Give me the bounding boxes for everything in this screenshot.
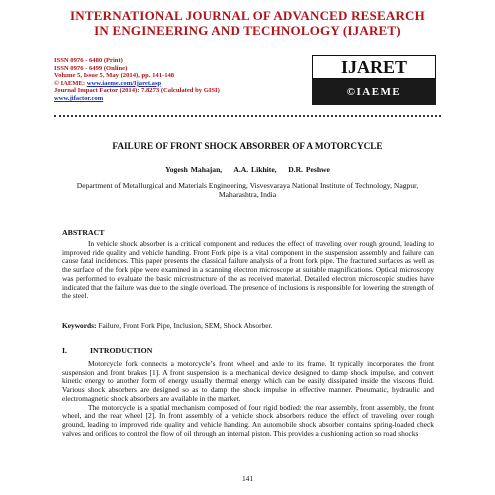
impact-factor: Journal Impact Factor (2014): 7.8273 (Calculated by GISI) — [54, 87, 220, 95]
volume-info: Volume 5, Issue 5, May (2014), pp. 141-148 — [54, 72, 175, 80]
authors-line — [0, 165, 495, 174]
logo-ijaret-text: IJARET — [312, 55, 436, 79]
abstract-heading: ABSTRACT — [62, 228, 105, 237]
logo-iaeme-text: ©IAEME — [312, 79, 436, 105]
page-number: 141 — [241, 474, 254, 483]
jifactor-line — [54, 95, 220, 103]
section-number: I. — [62, 346, 67, 355]
keywords-label: Keywords: — [62, 321, 97, 330]
jifactor-link[interactable]: www.jifactor.com — [54, 94, 104, 102]
introduction-body — [62, 360, 434, 438]
journal-info-block — [54, 57, 220, 103]
iaeme-line — [54, 80, 220, 88]
issn-online: ISSN 0976 - 6499 (Online) — [54, 64, 128, 72]
header-divider — [54, 115, 441, 117]
abstract-body — [62, 240, 434, 301]
paper-title: FAILURE OF FRONT SHOCK ABSORBER OF A MOTORCYCLE — [112, 141, 383, 151]
iaeme-link[interactable]: www.iaeme.com/Ijaret.asp — [86, 79, 162, 87]
keywords-text: Failure, Front Fork Pipe, Inclusion, SEM, Shock Absorber. — [96, 321, 273, 330]
author-1: Yogesh Mahajan, — [165, 165, 223, 174]
author-3: D.R. Peshwe — [288, 165, 330, 174]
section-title: INTRODUCTION — [90, 346, 153, 355]
ijaret-logo — [312, 55, 436, 107]
intro-paragraph-2: The motorcycle is a spatial mechanism composed of four rigid bodied: the rear assembly, front assembly, the front wheel, and the rear wheel [2]. In front assembly of a vehicle shock absorbers reduce the effect of traveling over rough ground, leading to improved ride quality and vehicle handing. An automobile shock absorber contains spring-loaded check valves and orifices to control the flow of oil through an internal piston. This provides a cushioning action so road shocks — [62, 402, 434, 438]
journal-title-line1: INTERNATIONAL JOURNAL OF ADVANCED RESEARCH — [70, 8, 425, 23]
affiliation: Department of Metallurgical and Materials Engineering, Visvesvaraya National Institute of Technology, Nagpur, Maharashtra, India — [76, 181, 419, 199]
intro-paragraph-1: Motorcycle fork connects a motorcycle’s front wheel and axle to its frame. It typically incorporates the front suspension and front brakes [1]. A front suspension is a mechanical device designed to damp shock impulse, and convert kinetic energy to another form of energy usually thermal energy which can be easily dissipated inside the viscous fluid. Various shock absorbers are designed so as to damp the shock impulse in effective manner. Pneumatic, hydraulic and electromagnetic shock absorbers are available in the market. — [62, 359, 434, 403]
journal-title-line2: IN ENGINEERING AND TECHNOLOGY (IJARET) — [94, 23, 401, 38]
abstract-paragraph: In vehicle shock absorber is a critical component and reduces the effect of traveling over rough ground, leading to improved ride quality and vehicle handing. Front Fork pipe is a vital component in the suspension assembly and failure can cause fatal incidences. This paper presents the classical failure analysis of a front fork pipe. The fractured surfaces as well as the surface of the fork pipe were examined in a scanning electron microscope at suitable magnifications. Optical microscopy was performed to evaluate the basic microstructure of the as received material. Detailed electron microscopic studies have indicated that the failure was due to the single overload. The presence of inclusions is responsible for lowering the strength of the steel. — [62, 239, 434, 301]
keywords-line — [62, 321, 434, 330]
journal-title — [0, 8, 495, 38]
issn-print: ISSN 0976 - 6480 (Print) — [54, 57, 123, 64]
introduction-heading — [62, 346, 152, 355]
author-2: A.A. Likhite, — [233, 165, 277, 174]
iaeme-prefix: © IAEME: — [54, 79, 87, 87]
